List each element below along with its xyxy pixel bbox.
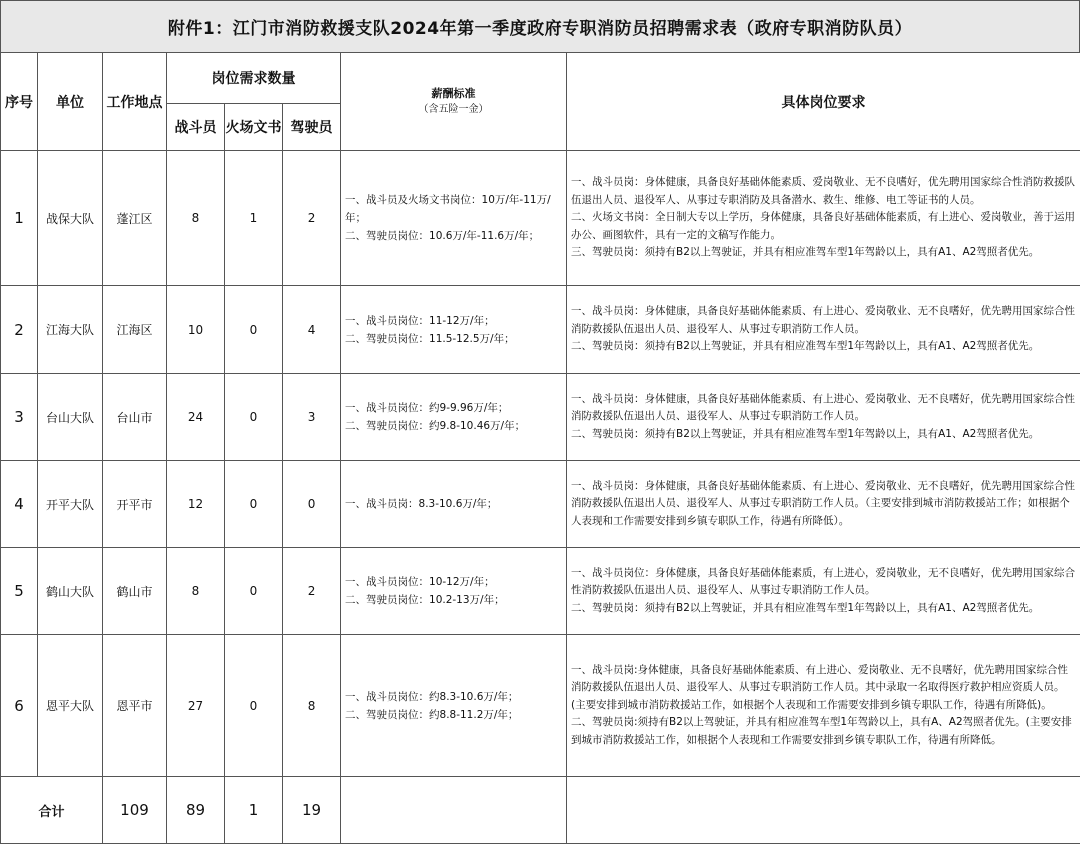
total-row [1, 777, 1080, 844]
salary-line: 一、战斗员岗：8.3-10.6万/年； [345, 498, 498, 510]
requirement-paragraph: 二、火场文书岗：全日制大专以上学历，身体健康，具备良好基础体能素质，有上进心、爱岗敬业，善于运用办公、画图软件，具有一定的文稿写作能力。 [571, 211, 1076, 241]
row-requirements [567, 548, 1080, 635]
row-driver-count: 2 [283, 151, 341, 286]
row-salary [341, 286, 567, 374]
row-seq: 6 [1, 635, 38, 777]
total-driver: 19 [283, 777, 341, 844]
row-unit: 战保大队 [38, 151, 103, 286]
row-unit: 鹤山大队 [38, 548, 103, 635]
row-requirements [567, 461, 1080, 548]
requirement-paragraph: 一、战斗员岗：身体健康，具备良好基础体能素质、有上进心、爱岗敬业、无不良嗜好，优先聘用国家综合性消防救援队伍退出人员、退役军人、从事过专职消防工作人员。 [571, 305, 1076, 335]
col-header-requirements: 具体岗位要求 [567, 53, 1080, 151]
row-location: 台山市 [103, 374, 167, 461]
row-fighter-count: 8 [167, 151, 225, 286]
row-fighter-count: 24 [167, 374, 225, 461]
requirement-paragraph: 三、驾驶员岗：须持有B2以上驾驶证，并具有相应准驾车型1年驾龄以上，具有A1、A2驾照者优先。 [571, 246, 1040, 259]
header-row-1 [1, 53, 1080, 104]
col-header-location: 工作地点 [103, 53, 167, 151]
row-location: 恩平市 [103, 635, 167, 777]
row-clerk-count: 0 [225, 374, 283, 461]
row-salary [341, 548, 567, 635]
total-fighter: 89 [167, 777, 225, 844]
salary-line: 二、驾驶员岗位：10.6万/年-11.6万/年； [345, 230, 540, 242]
recruitment-table [0, 52, 1080, 844]
row-requirements [567, 635, 1080, 777]
row-requirements [567, 286, 1080, 374]
row-salary [341, 374, 567, 461]
row-clerk-count: 1 [225, 151, 283, 286]
row-fighter-count: 8 [167, 548, 225, 635]
row-requirements [567, 374, 1080, 461]
total-clerk: 1 [225, 777, 283, 844]
row-unit: 开平大队 [38, 461, 103, 548]
requirement-paragraph: 二、驾驶员岗：须持有B2以上驾驶证，并具有相应准驾车型1年驾龄以上，具有A1、A2驾照者优先。 [571, 601, 1040, 614]
table-body [1, 151, 1080, 777]
salary-line: 一、战斗员岗位：约8.3-10.6万/年； [345, 690, 519, 703]
requirement-paragraph: 一、战斗员岗：身体健康，具备良好基础体能素质、有上进心、爱岗敬业、无不良嗜好，优先聘用国家综合性消防救援队伍退出人员、退役军人、从事过专职消防工作人员。（主要安排到城市消防救援站工作；如根据个人表现和工作需要安排到乡镇专职队工作，待遇有所降低）。 [571, 479, 1076, 527]
row-driver-count: 8 [283, 635, 341, 777]
row-clerk-count: 0 [225, 461, 283, 548]
row-location: 鹤山市 [103, 548, 167, 635]
salary-line: 一、战斗员岗位：10-12万/年； [345, 576, 495, 588]
salary-line: 一、战斗员岗位：约9-9.96万/年； [345, 402, 509, 414]
col-header-unit: 单位 [38, 53, 103, 151]
row-salary [341, 151, 567, 286]
row-location: 开平市 [103, 461, 167, 548]
col-header-salary [341, 53, 567, 151]
row-seq: 3 [1, 374, 38, 461]
table-row [1, 461, 1080, 548]
row-clerk-count: 0 [225, 548, 283, 635]
row-unit: 台山大队 [38, 374, 103, 461]
row-clerk-count: 0 [225, 286, 283, 374]
table-row [1, 286, 1080, 374]
row-unit: 恩平大队 [38, 635, 103, 777]
requirement-paragraph: 一、战斗员岗：身体健康，具备良好基础体能素质、有上进心、爱岗敬业、无不良嗜好，优先聘用国家综合性消防救援队伍退出人员、退役军人、从事过专职消防工作人员。 [571, 392, 1076, 423]
page-title: 附件1：江门市消防救援支队2024年第一季度政府专职消防员招聘需求表（政府专职消防队员） [0, 0, 1080, 52]
row-seq: 5 [1, 548, 38, 635]
row-fighter-count: 27 [167, 635, 225, 777]
salary-line: 二、驾驶员岗位：约9.8-10.46万/年； [345, 420, 526, 432]
requirement-paragraph: 一、战斗员岗：身体健康，具备良好基础体能素质、爱岗敬业、无不良嗜好，优先聘用国家综合性消防救援队伍退出人员、退役军人、从事过专职消防及具备潜水、救生、维修、电工等证书的人员。 [571, 176, 1076, 206]
row-location: 江海区 [103, 286, 167, 374]
row-location: 蓬江区 [103, 151, 167, 286]
table-row [1, 635, 1080, 777]
row-seq: 1 [1, 151, 38, 286]
row-unit: 江海大队 [38, 286, 103, 374]
col-header-demand: 岗位需求数量 [167, 53, 341, 104]
requirement-paragraph: 一、战斗员岗位：身体健康，具备良好基础体能素质，有上进心，爱岗敬业，无不良嗜好，优先聘用国家综合性消防救援队伍退出人员、退役军人、从事过专职消防工作人员。 [571, 566, 1076, 597]
salary-line: 二、驾驶员岗位：10.2-13万/年； [345, 594, 505, 606]
row-driver-count: 2 [283, 548, 341, 635]
table-row [1, 548, 1080, 635]
table-row [1, 151, 1080, 286]
row-fighter-count: 12 [167, 461, 225, 548]
total-requirements-empty [567, 777, 1080, 844]
col-header-seq: 序号 [1, 53, 38, 151]
row-salary [341, 635, 567, 777]
row-clerk-count: 0 [225, 635, 283, 777]
salary-header-note: （含五险一金） [418, 104, 489, 116]
total-label: 合计 [1, 777, 103, 844]
col-header-fighter: 战斗员 [167, 104, 225, 151]
requirement-paragraph: 一、战斗员岗:身体健康，具备良好基础体能素质、有上进心、爱岗敬业、无不良嗜好，优先聘用国家综合性消防救援队伍退出人员、退役军人、从事过专职消防工作人员。其中录取一名取得医疗救护相应资质人员。(主要安排到城市消防救援站工作，如根据个人表现和工作需要安排到乡镇专职队工作，待遇有所降低)。 [571, 663, 1069, 711]
row-driver-count: 4 [283, 286, 341, 374]
row-requirements [567, 151, 1080, 286]
col-header-clerk: 火场文书 [225, 104, 283, 151]
salary-line: 二、驾驶员岗位：约8.8-11.2万/年； [345, 708, 519, 721]
row-driver-count: 3 [283, 374, 341, 461]
row-seq: 2 [1, 286, 38, 374]
salary-line: 一、战斗员及火场文书岗位：10万/年-11万/年； [345, 194, 551, 224]
requirement-paragraph: 二、驾驶员岗:须持有B2以上驾驶证，并具有相应准驾车型1年驾龄以上，具有A、A2驾照者优先。(主要安排到城市消防救援站工作，如根据个人表现和工作需要安排到乡镇专职队工作，待遇有所降低。 [571, 716, 1072, 746]
total-salary-empty [341, 777, 567, 844]
total-all: 109 [103, 777, 167, 844]
table-row [1, 374, 1080, 461]
col-header-driver: 驾驶员 [283, 104, 341, 151]
requirement-paragraph: 二、驾驶员岗：须持有B2以上驾驶证，并具有相应准驾车型1年驾龄以上，具有A1、A2驾照者优先。 [571, 340, 1040, 353]
row-salary [341, 461, 567, 548]
row-seq: 4 [1, 461, 38, 548]
salary-line: 一、战斗员岗位：11-12万/年； [345, 314, 495, 327]
row-driver-count: 0 [283, 461, 341, 548]
row-fighter-count: 10 [167, 286, 225, 374]
salary-line: 二、驾驶员岗位：11.5-12.5万/年； [345, 332, 515, 345]
salary-header-label: 薪酬标准 [431, 86, 476, 100]
requirement-paragraph: 二、驾驶员岗：须持有B2以上驾驶证，并具有相应准驾车型1年驾龄以上，具有A1、A2驾照者优先。 [571, 427, 1040, 440]
